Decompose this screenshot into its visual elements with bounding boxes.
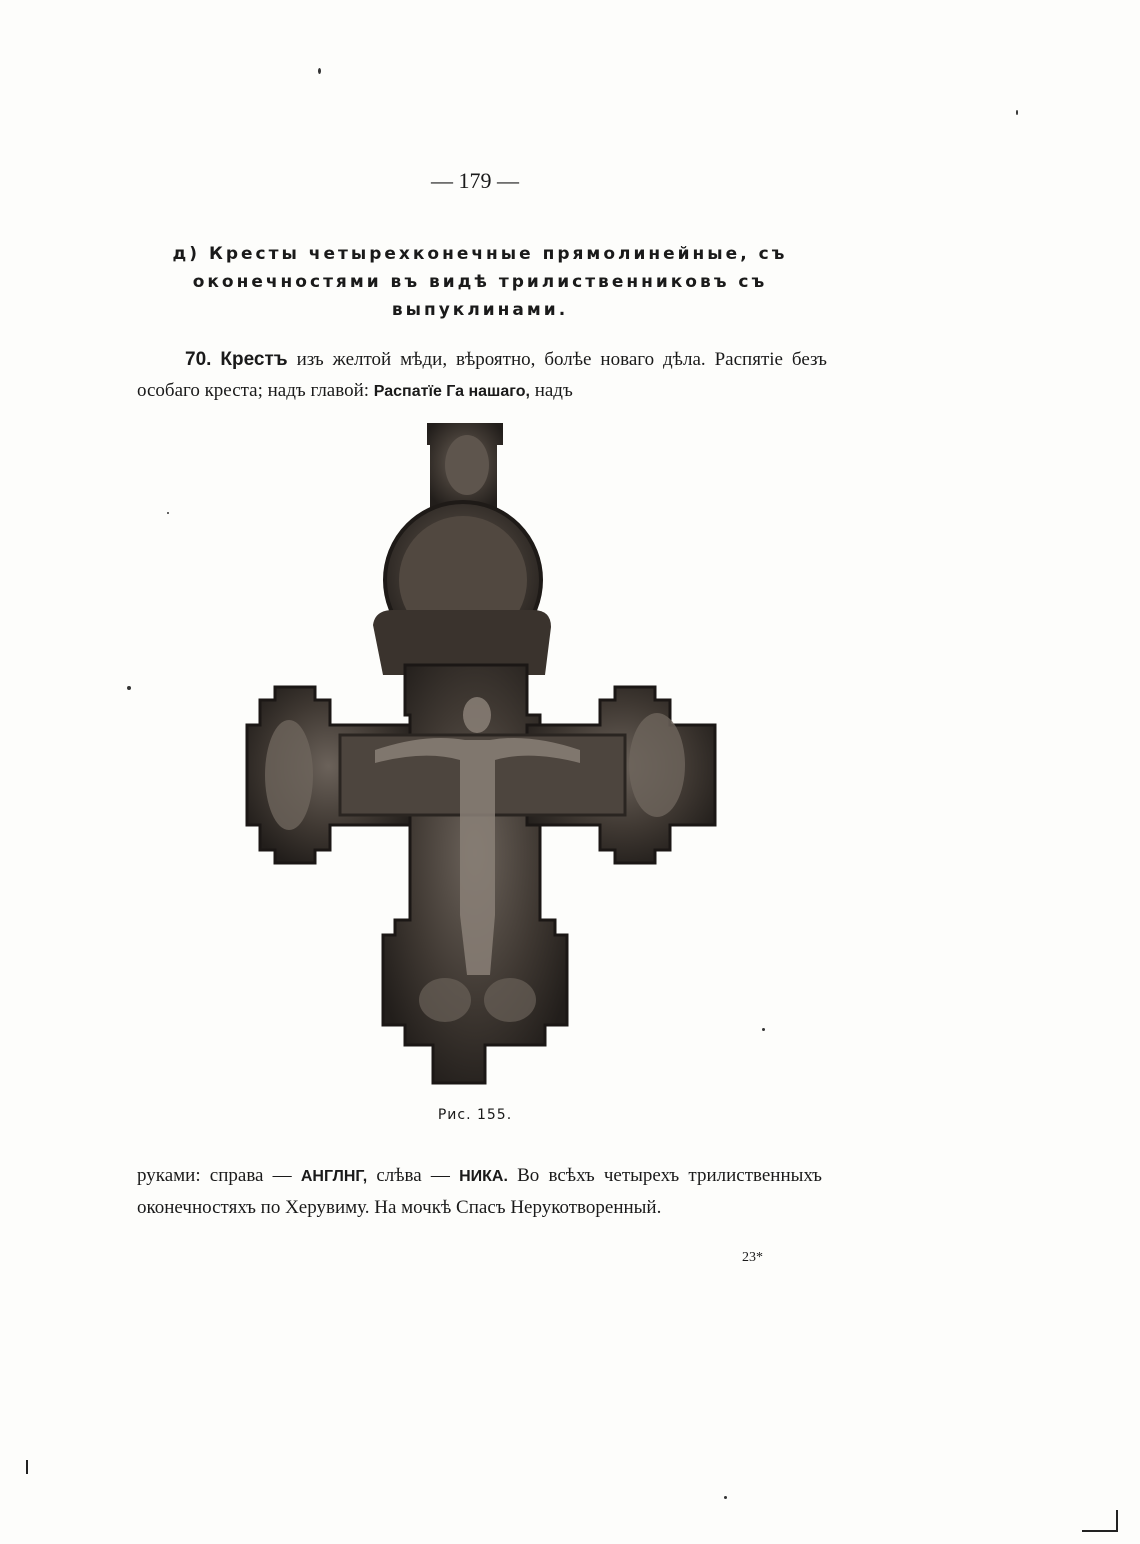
heading-line: оконечностями въ видѣ трилиственниковъ съ xyxy=(192,272,768,292)
corner-mark xyxy=(1082,1510,1118,1532)
slavonic-inscription: НИКА. xyxy=(459,1168,508,1185)
scan-speck xyxy=(1016,110,1018,115)
paragraph-text: Во всѣхъ четырехъ трилиственныхъ оконечностяхъ по Херувиму. На мочкѣ Спасъ Нерукотворенный. xyxy=(137,1165,822,1218)
figure-caption: Рис. 155. xyxy=(437,1107,513,1123)
signature-mark: 23* xyxy=(742,1250,763,1265)
paragraph-text: надъ xyxy=(529,380,573,401)
scan-speck xyxy=(127,686,131,690)
page-number: — 179 — xyxy=(431,168,519,193)
heading-line: д) Кресты четырехконечные прямолинейные, съ xyxy=(172,244,788,264)
section-heading xyxy=(140,240,820,324)
scan-speck xyxy=(762,1028,765,1031)
paragraph-text: слѣва — xyxy=(367,1165,460,1186)
scan-speck xyxy=(167,512,169,514)
paragraph-item-70 xyxy=(137,344,827,407)
cross-photograph xyxy=(245,415,720,1095)
paragraph-text: изъ желтой мѣди, вѣроятно, болѣе новаго дѣла. Распятіе безъ особаго креста; надъ главой: xyxy=(137,349,827,401)
heading-line: выпуклинами. xyxy=(391,300,569,320)
scan-speck xyxy=(724,1496,727,1499)
item-number: 70. xyxy=(185,349,212,370)
scan-mark xyxy=(26,1460,28,1474)
slavonic-inscription: АНГЛНГ, xyxy=(300,1168,368,1185)
paragraph-text: руками: справа — xyxy=(137,1165,301,1186)
cross-illustration xyxy=(245,415,720,1095)
item-title: Крестъ xyxy=(220,349,288,370)
paragraph-continuation xyxy=(137,1160,822,1223)
scan-speck xyxy=(318,68,321,74)
slavonic-inscription: Распатїе Га нашаго, xyxy=(373,383,530,400)
